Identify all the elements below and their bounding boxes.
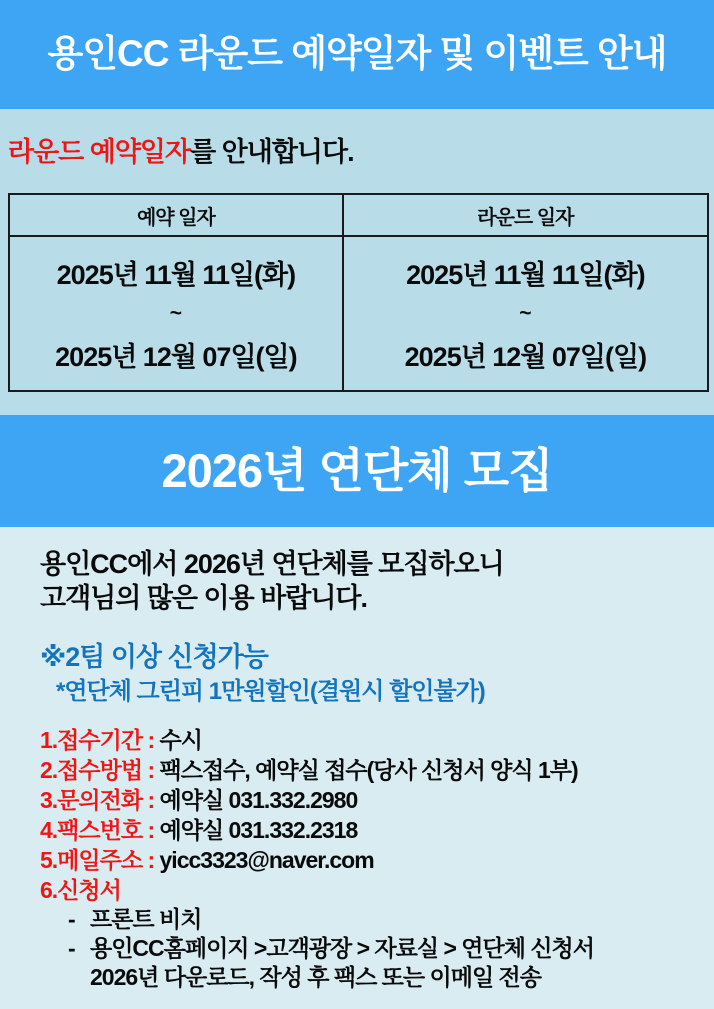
list-item-receipt-method bbox=[40, 755, 714, 785]
schedule-table bbox=[8, 193, 709, 392]
item-value: 예약실 031.332.2980 bbox=[159, 787, 358, 813]
item-label: 5.메일주소 bbox=[40, 847, 143, 873]
sub-item-text: 프론트 비치 bbox=[90, 906, 202, 932]
intro-rest: 를 안내합니다. bbox=[190, 137, 354, 167]
recruit-note-teams: ※2팀 이상 신청가능 bbox=[40, 642, 268, 672]
recruit-intro-line2: 고객님의 많은 이용 바랍니다. bbox=[40, 583, 367, 613]
intro-highlight: 라운드 예약일자 bbox=[8, 137, 191, 167]
item-label: 1.접수기간 bbox=[40, 727, 143, 753]
reservation-start-date: 2025년 11월 11일(화) bbox=[56, 259, 296, 290]
recruit-section bbox=[0, 527, 714, 1009]
item-label: 3.문의전화 bbox=[40, 787, 143, 813]
item-value: 수시 bbox=[159, 727, 202, 753]
item-label: 2.접수방법 bbox=[40, 757, 143, 783]
application-form-sublist bbox=[0, 905, 714, 992]
recruit-intro bbox=[0, 547, 714, 615]
sub-item-text-line2: 2026년 다운로드, 작성 후 팩스 또는 이메일 전송 bbox=[90, 964, 541, 990]
item-separator: : bbox=[142, 787, 160, 813]
main-title-banner bbox=[0, 0, 714, 109]
reservation-section bbox=[0, 109, 714, 415]
item-value: 예약실 031.332.2318 bbox=[159, 817, 358, 843]
schedule-header-round: 라운드 일자 bbox=[342, 195, 707, 237]
item-value: yicc3323@naver.com bbox=[159, 847, 374, 873]
item-separator: : bbox=[142, 757, 160, 783]
item-label: 4.팩스번호 bbox=[40, 817, 143, 843]
item-value: 팩스접수, 예약실 접수(당사 신청서 양식 1부) bbox=[159, 757, 578, 783]
dash-bullet: - bbox=[68, 935, 75, 961]
sub-item-front-desk bbox=[68, 905, 714, 934]
recruit-title: 2026년 연단체 모집 bbox=[161, 444, 553, 498]
list-item-receipt-period bbox=[40, 725, 714, 755]
reservation-end-date: 2025년 12월 07일(일) bbox=[55, 342, 297, 373]
recruit-banner bbox=[0, 415, 714, 527]
page-title: 용인CC 라운드 예약일자 및 이벤트 안내 bbox=[47, 33, 667, 75]
reservation-date-separator: ~ bbox=[169, 301, 183, 325]
sub-item-homepage-download bbox=[68, 934, 714, 992]
list-item-fax-number bbox=[40, 815, 714, 845]
recruit-intro-line1: 용인CC에서 2026년 연단체를 모집하오니 bbox=[40, 549, 504, 579]
recruit-note-discount: *연단체 그린피 1만원할인(결원시 할인불가) bbox=[56, 678, 485, 705]
round-end-date: 2025년 12월 07일(일) bbox=[404, 342, 647, 373]
intro-line bbox=[0, 109, 714, 173]
recruit-detail-list bbox=[0, 725, 714, 905]
item-label: 6.신청서 bbox=[40, 877, 121, 903]
round-start-date: 2025년 11월 11일(화) bbox=[406, 259, 645, 290]
round-date-separator: ~ bbox=[519, 301, 532, 325]
list-item-email-address bbox=[40, 845, 714, 875]
item-separator: : bbox=[142, 847, 160, 873]
schedule-cell-round bbox=[342, 237, 707, 390]
schedule-cell-reservation bbox=[10, 237, 342, 390]
item-separator: : bbox=[142, 817, 160, 843]
dash-bullet: - bbox=[68, 906, 75, 932]
sub-item-text-line1: 용인CC홈페이지 >고객광장 > 자료실 > 연단체 신청서 bbox=[90, 935, 594, 961]
list-item-inquiry-phone bbox=[40, 785, 714, 815]
list-item-application-form bbox=[40, 875, 714, 905]
item-separator: : bbox=[142, 727, 160, 753]
schedule-header-reservation: 예약 일자 bbox=[10, 195, 342, 237]
